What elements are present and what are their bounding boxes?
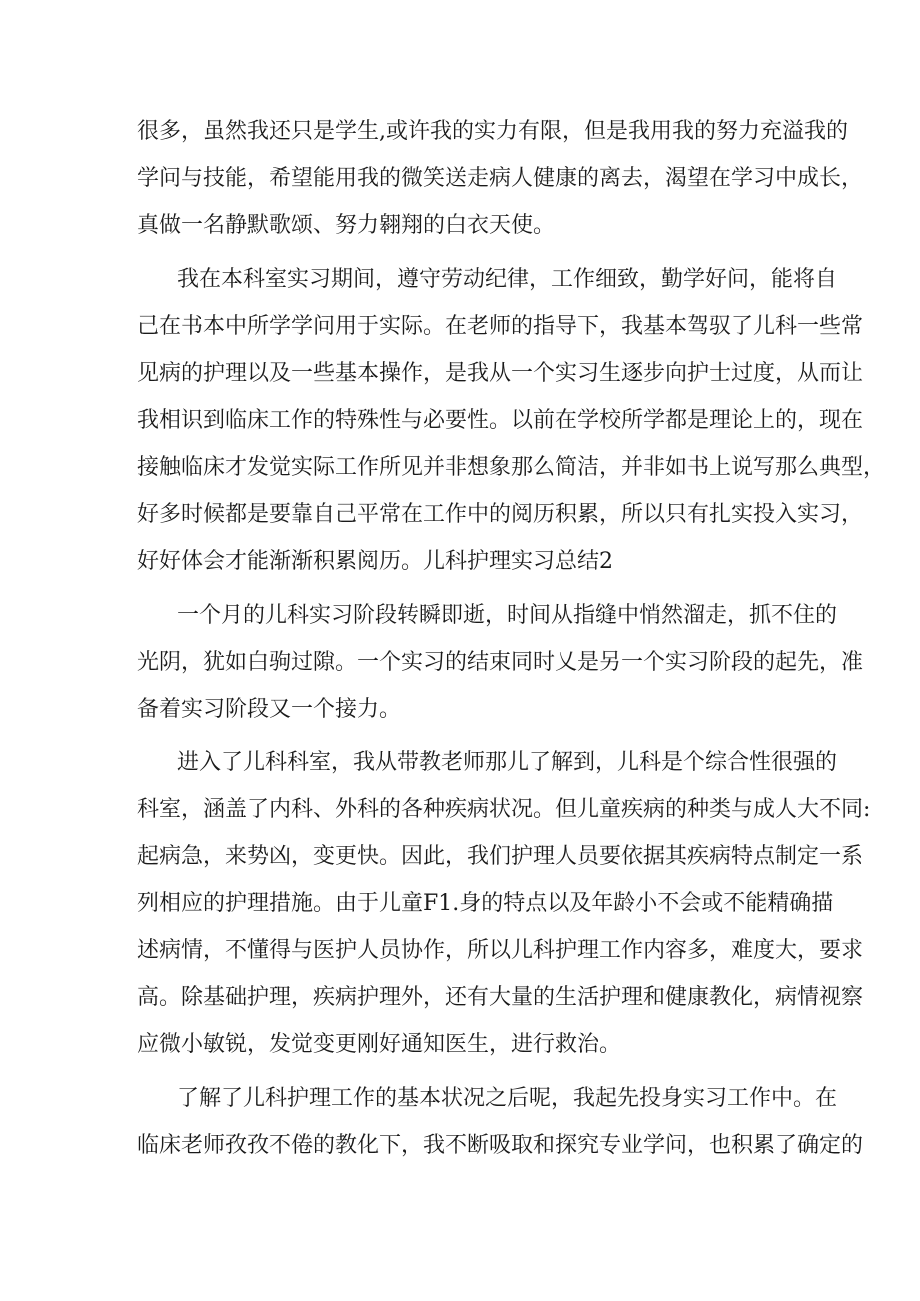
text-line: 好好体会才能渐渐积累阅历。儿科护理实习总结2 bbox=[137, 549, 613, 574]
text-line: 好多时候都是要靠自己平常在工作中的阅历积累，所以只有扎实投入实习， bbox=[137, 502, 864, 527]
text-line: 应微小敏锐，发觉变更刚好通知医生，进行救治。 bbox=[137, 1032, 622, 1057]
text-line: 科室，涵盖了内科、外科的各种疾病状况。但儿童疾病的种类与成人大不同: bbox=[137, 797, 871, 822]
text-line: 光阴，犹如白驹过隙。一个实习的结束同时乂是另一个实习阶段的起先，准 bbox=[137, 650, 864, 675]
text-line: 备着实习阶段又一个接力。 bbox=[137, 697, 402, 722]
paragraph-first-line: 了解了儿科护理工作的基本状况之后呢，我起先投身实习工作中。在 bbox=[177, 1086, 838, 1111]
text-line: 接触临床才发觉实际工作所见并非想象那么简洁，并非如书上说写那么典型， bbox=[137, 455, 886, 480]
text-line: 述病情，不懂得与医护人员协作，所以儿科护理工作内容多，难度大，要求 bbox=[137, 938, 864, 963]
text-line: 我相识到临床工作的特殊性与必要性。以前在学校所学都是理论上的，现在 bbox=[137, 408, 864, 433]
text-line: 真做一名静默歌颂、努力翱翔的白衣天使。 bbox=[137, 213, 556, 238]
paragraph-first-line: 进入了儿科科室，我从带教老师那儿了解到，儿科是个综合性很强的 bbox=[177, 750, 838, 775]
text-line: 起病急，来势凶，变更快。因此，我们护理人员要依据其疾病特点制定一系 bbox=[137, 844, 864, 869]
text-line: 高。除基础护理，疾病护理外，还有大量的生活护理和健康教化，病情视察 bbox=[137, 985, 864, 1010]
paragraph-first-line: 我在本科室实习期间，遵守劳动纪律，工作细致，勤学好问，能将自 bbox=[177, 267, 838, 292]
paragraph-first-line: 一个月的儿科实习阶段转瞬即逝，时间从指缝中悄然溜走，抓不住的 bbox=[177, 603, 838, 628]
text-line: 学问与技能，希望能用我的微笑送走病人健康的离去，渴望在学习中成长， bbox=[137, 166, 864, 191]
text-line: 列相应的护理措施。由于儿童F1.身的特点以及年龄小不会或不能精确描 bbox=[137, 891, 834, 916]
text-line: 临床老师孜孜不倦的教化下，我不断吸取和探究专业学问，也积累了确定的 bbox=[137, 1133, 864, 1158]
text-line: 己在书本中所学学问用于实际。在老师的指导下，我基本驾驭了儿科一些常 bbox=[137, 314, 864, 339]
text-line: 很多，虽然我还只是学生,或许我的实力有限，但是我用我的努力充溢我的 bbox=[137, 119, 848, 144]
text-line: 见病的护理以及一些基本操作，是我从一个实习生逐步向护士过度，从而让 bbox=[137, 361, 864, 386]
